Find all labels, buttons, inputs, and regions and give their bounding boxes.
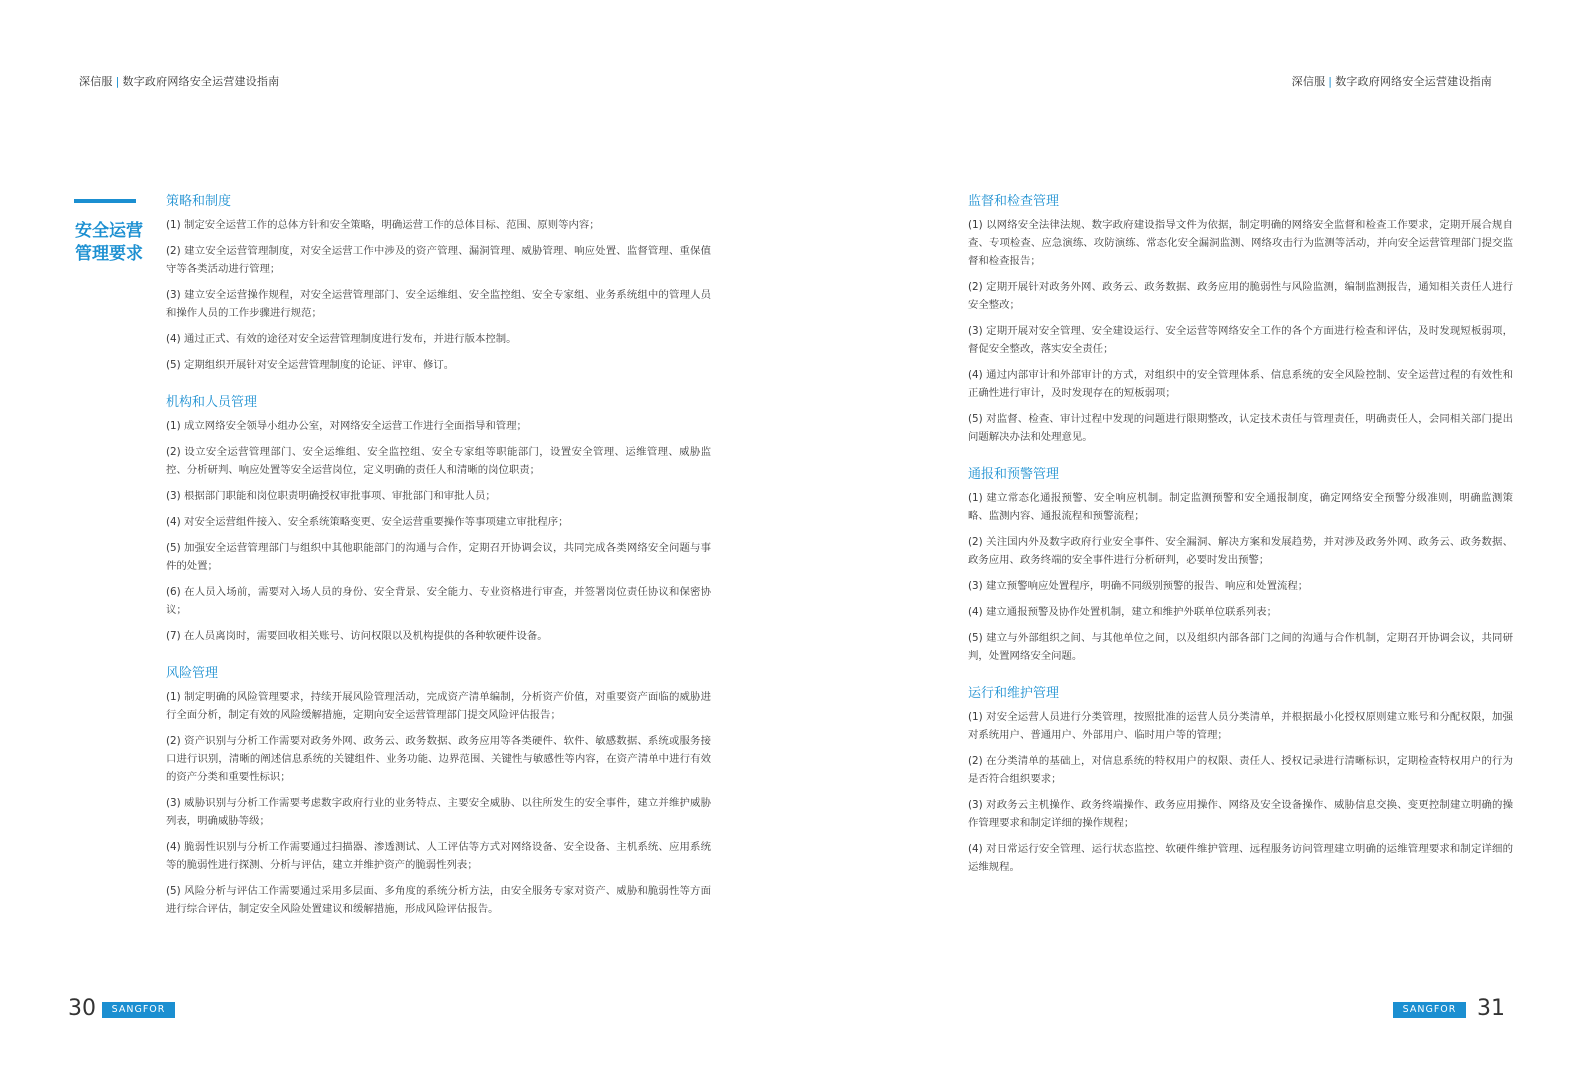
- section: [166, 394, 711, 645]
- section: [166, 665, 711, 918]
- list-item: (5) 建立与外部组织之间、与其他单位之间，以及组织内部各部门之间的沟通与合作机制，定期召开协调会议，共同研判，处置网络安全问题。: [968, 632, 1513, 662]
- list-item: (4) 通过正式、有效的途径对安全运营管理制度进行发布，并进行版本控制。: [166, 333, 517, 345]
- list-item: (4) 对日常运行安全管理、运行状态监控、软硬件维护管理、远程服务访问管理建立明确的运维管理要求和制定详细的运维规程。: [968, 843, 1513, 873]
- section: [968, 193, 1513, 446]
- list-item: (4) 建立通报预警及协作处置机制，建立和维护外联单位联系列表；: [968, 606, 1277, 618]
- list-item: (3) 威胁识别与分析工作需要考虑数字政府行业的业务特点、主要安全威胁、以往所发生的安全事件，建立并维护威胁列表，明确威胁等级；: [166, 797, 711, 827]
- running-header-left: [79, 73, 279, 89]
- list-item: (2) 资产识别与分析工作需要对政务外网、政务云、政务数据、政务应用等各类硬件、软件、敏感数据、系统或服务接口进行识别，清晰的阐述信息系统的关键组件、业务功能、边界范围、关键性与敏感性等内容，在资产清单中进行有效的资产分类和重要性标识；: [166, 735, 711, 783]
- chapter-accent-bar: [74, 199, 136, 203]
- section: [968, 466, 1513, 665]
- section: [166, 193, 711, 374]
- header-title: 数字政府网络安全运营建设指南: [122, 75, 280, 88]
- section: [968, 685, 1513, 876]
- header-title: 数字政府网络安全运营建设指南: [1335, 75, 1492, 88]
- list-item: (3) 对政务云主机操作、政务终端操作、政务应用操作、网络及安全设备操作、威胁信息交换、变更控制建立明确的操作管理要求和制定详细的操作规程；: [968, 799, 1513, 829]
- section-title: 风险管理: [166, 666, 219, 681]
- list-item: (1) 建立常态化通报预警、安全响应机制。制定监测预警和安全通报制度，确定网络安全预警分级准则，明确监测策略、监测内容、通报流程和预警流程；: [968, 492, 1513, 522]
- list-item: (1) 以网络安全法律法规、数字政府建设指导文件为依据，制定明确的网络安全监督和检查工作要求，定期开展合规自查、专项检查、应急演练、攻防演练、常态化安全漏洞监测、网络攻击行为监测等活动，并向安全运营管理部门提交监督和检查报告；: [968, 219, 1513, 267]
- list-item: (5) 风险分析与评估工作需要通过采用多层面、多角度的系统分析方法，由安全服务专家对资产、威胁和脆弱性等方面进行综合评估，制定安全风险处置建议和缓解措施，形成风险评估报告。: [166, 885, 711, 915]
- page-number-right: 31: [1477, 996, 1505, 1021]
- list-item: (5) 加强安全运营管理部门与组织中其他职能部门的沟通与合作，定期召开协调会议，共同完成各类网络安全问题与事件的处置；: [166, 542, 711, 572]
- page-number-left: 30: [68, 996, 96, 1021]
- list-item: (3) 建立预警响应处置程序，明确不同级别预警的报告、响应和处置流程；: [968, 580, 1309, 592]
- list-item: (2) 建立安全运营管理制度，对安全运营工作中涉及的资产管理、漏洞管理、威胁管理、响应处置、监督管理、重保值守等各类活动进行管理；: [166, 245, 711, 275]
- section-title: 监督和检查管理: [968, 194, 1060, 209]
- right-page-content: [968, 193, 1513, 896]
- list-item: (1) 制定安全运营工作的总体方针和安全策略，明确运营工作的总体目标、范围、原则等内容；: [166, 219, 600, 231]
- chapter-title: 安全运营管理要求: [75, 221, 143, 264]
- header-separator: |: [1328, 75, 1333, 88]
- list-item: (1) 制定明确的风险管理要求，持续开展风险管理活动，完成资产清单编制，分析资产价值，对重要资产面临的威胁进行全面分析，制定有效的风险缓解措施，定期向安全运营管理部门提交风险评估报告；: [166, 691, 711, 721]
- list-item: (2) 设立安全运营管理部门、安全运维组、安全监控组、安全专家组等职能部门，设置安全管理、运维管理、威胁监控、分析研判、响应处置等安全运营岗位，定义明确的责任人和清晰的岗位职责；: [166, 446, 711, 476]
- list-item: (5) 对监督、检查、审计过程中发现的问题进行限期整改，认定技术责任与管理责任，明确责任人，会同相关部门提出问题解决办法和处理意见。: [968, 413, 1513, 443]
- list-item: (5) 定期组织开展针对安全运营管理制度的论证、评审、修订。: [166, 359, 455, 371]
- header-separator: |: [115, 75, 120, 88]
- list-item: (3) 根据部门职能和岗位职责明确授权审批事项、审批部门和审批人员；: [166, 490, 496, 502]
- list-item: (3) 建立安全运营操作规程，对安全运营管理部门、安全运维组、安全监控组、安全专家组、业务系统组中的管理人员和操作人员的工作步骤进行规范；: [166, 289, 711, 319]
- list-item: (4) 对安全运营组件接入、安全系统策略变更、安全运营重要操作等事项建立审批程序；: [166, 516, 569, 528]
- header-brand: 深信服: [79, 75, 113, 88]
- list-item: (3) 定期开展对安全管理、安全建设运行、安全运营等网络安全工作的各个方面进行检查和评估，及时发现短板弱项，督促安全整改，落实安全责任；: [968, 325, 1513, 355]
- brand-tag-right: SANGFOR: [1393, 1002, 1466, 1018]
- list-item: (7) 在人员离岗时，需要回收相关账号、访问权限以及机构提供的各种软硬件设备。: [166, 630, 548, 642]
- list-item: (1) 成立网络安全领导小组办公室，对网络安全运营工作进行全面指导和管理；: [166, 420, 527, 432]
- list-item: (4) 通过内部审计和外部审计的方式，对组织中的安全管理体系、信息系统的安全风险控制、安全运营过程的有效性和正确性进行审计，及时发现存在的短板弱项；: [968, 369, 1513, 399]
- section-title: 通报和预警管理: [968, 467, 1060, 482]
- list-item: (2) 在分类清单的基础上，对信息系统的特权用户的权限、责任人、授权记录进行清晰标识，定期检查特权用户的行为是否符合组织要求；: [968, 755, 1513, 785]
- brand-tag-left: SANGFOR: [102, 1002, 175, 1018]
- list-item: (1) 对安全运营人员进行分类管理，按照批准的运营人员分类清单，并根据最小化授权原则建立账号和分配权限，加强对系统用户、普通用户、外部用户、临时用户等的管理；: [968, 711, 1513, 741]
- header-brand: 深信服: [1291, 75, 1326, 88]
- section-title: 策略和制度: [166, 194, 232, 209]
- list-item: (2) 定期开展针对政务外网、政务云、政务数据、政务应用的脆弱性与风险监测，编制监测报告，通知相关责任人进行安全整改；: [968, 281, 1513, 311]
- list-item: (6) 在人员入场前，需要对入场人员的身份、安全背景、安全能力、专业资格进行审查，并签署岗位责任协议和保密协议；: [166, 586, 711, 616]
- section-title: 运行和维护管理: [968, 686, 1060, 701]
- list-item: (2) 关注国内外及数字政府行业安全事件、安全漏洞、解决方案和发展趋势，并对涉及政务外网、政务云、政务数据、政务应用、政务终端的安全事件进行分析研判，必要时发出预警；: [968, 536, 1513, 566]
- left-page-content: [166, 193, 711, 938]
- section-title: 机构和人员管理: [166, 395, 258, 410]
- list-item: (4) 脆弱性识别与分析工作需要通过扫描器、渗透测试、人工评估等方式对网络设备、安全设备、主机系统、应用系统等的脆弱性进行探测、分析与评估，建立并维护资产的脆弱性列表；: [166, 841, 711, 871]
- running-header-right: [1292, 73, 1492, 89]
